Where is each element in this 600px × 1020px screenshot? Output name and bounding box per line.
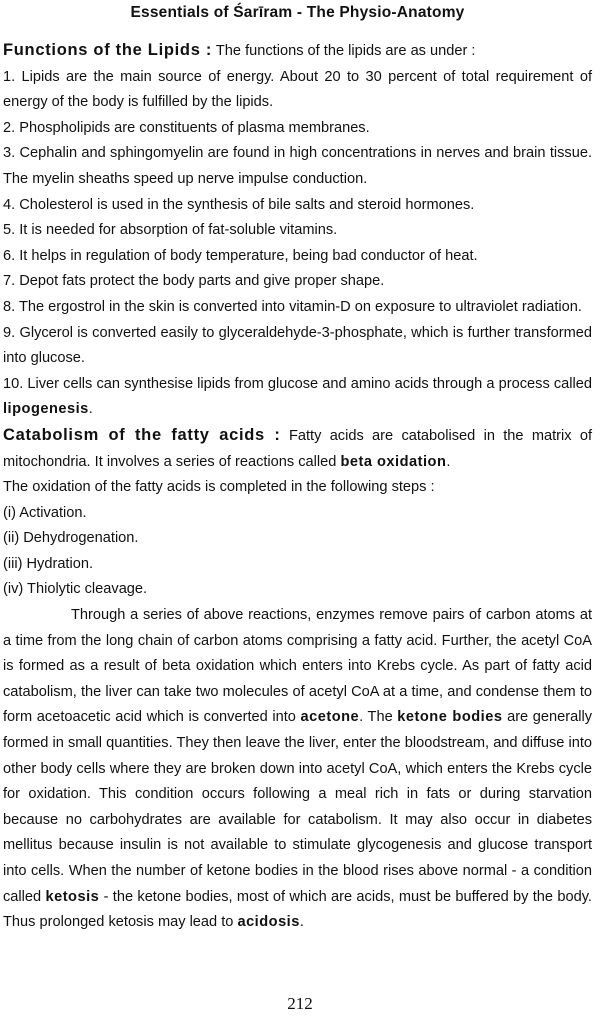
steps-intro: The oxidation of the fatty acids is completed in the following steps :: [3, 479, 435, 496]
function-item-1: 1. Lipids are the main source of energy. About 20 to 30 percent of total requirement of energy of the body is fulfilled by the lipids.: [3, 68, 592, 111]
term-acetone: acetone: [300, 709, 360, 726]
catabolism-heading: Catabolism of the fatty acids :: [3, 425, 281, 444]
function-item-7: 7. Depot fats protect the body parts and give proper shape.: [3, 273, 385, 290]
paragraph-part-3: are generally formed in small quantities. They then leave the liver, enter the bloodstream, and diffuse into other body cells where they are broken down into acetyl CoA, which enters the Krebs cycle for oxidation. This condition occurs following a meal rich in fats or during starvation because no carbohydrates are available for catabolism. It may also occur in diabetes mellitus because insulin is not available to stimulate glycogenesis and glucose transport into cells. When the number of ketone bodies in the blood rises above normal - a condition called: [3, 709, 592, 905]
paragraph-part-1: Through a series of above reactions, enzymes remove pairs of carbon atoms at a time from the long chain of carbon atoms comprising a fatty acid. Further, the acetyl CoA is formed as a result of beta oxidation which enters into Krebs cycle. As part of fatty acid catabolism, the liver can take two molecules of acetyl CoA at a time, and condense them to form acetoacetic acid which is converted into: [3, 607, 592, 726]
function-item-10-end: .: [88, 401, 93, 418]
function-item-8: 8. The ergostrol in the skin is converted into vitamin-D on exposure to ultraviolet radiation.: [3, 298, 582, 315]
step-item-2: (ii) Dehydrogenation.: [3, 530, 139, 547]
step-item-3: (iii) Hydration.: [3, 555, 94, 572]
function-item-10-text: 10. Liver cells can synthesise lipids from glucose and amino acids through a process called: [3, 375, 592, 392]
term-lipogenesis: lipogenesis: [3, 401, 89, 418]
term-ketone-bodies: ketone bodies: [397, 709, 503, 726]
function-item-10: [3, 372, 592, 423]
catabolism-intro-end: .: [446, 453, 451, 470]
function-item-9: 9. Glycerol is converted easily to glyceraldehyde-3-phosphate, which is further transformed into glucose.: [3, 324, 592, 367]
running-head: Essentials of Śarīram - The Physio-Anatomy: [130, 4, 465, 21]
paragraph-part-2: . The: [359, 709, 393, 726]
catabolism-intro: [3, 423, 592, 475]
function-item-5: 5. It is needed for absorption of fat-soluble vitamins.: [3, 222, 338, 239]
body-paragraph: [3, 603, 592, 936]
catabolism-intro-text: Fatty acids are catabolised in the matrix of mitochondria. It involves a series of reactions called: [3, 427, 593, 470]
step-item-4: (iv) Thiolytic cleavage.: [3, 581, 148, 598]
functions-intro: [3, 38, 592, 65]
step-item-1: (i) Activation.: [3, 504, 87, 521]
term-beta-oxidation: beta oxidation: [340, 453, 447, 470]
function-item-4: 4. Cholesterol is used in the synthesis of bile salts and steroid hormones.: [3, 196, 475, 213]
term-acidosis: acidosis: [237, 914, 300, 931]
functions-intro-text: The functions of the lipids are as under :: [215, 43, 476, 59]
paragraph-part-5: .: [299, 914, 304, 931]
function-item-3: 3. Cephalin and sphingomyelin are found in high concentrations in nerves and brain tissue. The myelin sheaths speed up nerve impulse conduction.: [3, 145, 592, 187]
paragraph-part-4: - the ketone bodies, most of which are acids, must be buffered by the body. Thus prolonged ketosis may lead to: [3, 888, 592, 931]
function-item-6: 6. It helps in regulation of body temperature, being bad conductor of heat.: [3, 247, 478, 264]
functions-heading: Functions of the Lipids :: [3, 41, 213, 59]
page-number: 212: [287, 994, 313, 1013]
term-ketosis: ketosis: [45, 888, 100, 905]
function-item-2: 2. Phospholipids are constituents of plasma membranes.: [3, 119, 370, 136]
